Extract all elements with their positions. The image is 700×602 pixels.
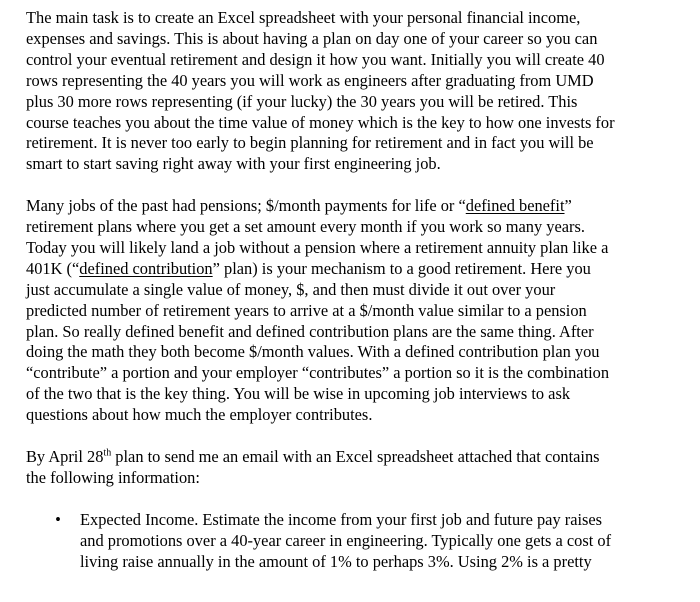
defined-contribution-term: defined contribution xyxy=(79,258,213,278)
text-segment: 401K (“ xyxy=(26,258,80,278)
paragraph-deadline xyxy=(26,447,686,489)
text-line: Expected Income. Estimate the income from your first job and future pay raises xyxy=(80,509,603,529)
text-line: Today you will likely land a job without a pension where a retirement annuity plan like a xyxy=(26,237,609,257)
text-line: retirement. It is never too early to begin planning for retirement and in fact you will be xyxy=(26,133,594,153)
text-line: the following information: xyxy=(26,467,200,487)
paragraph-pensions xyxy=(26,196,686,426)
text-line: rows representing the 40 years you will work as engineers after graduating from UMD xyxy=(26,70,594,90)
text-line xyxy=(26,259,686,280)
text-line: retirement plans where you get a set amount every month if you work so many years. xyxy=(26,217,585,237)
text-segment: ” xyxy=(564,196,572,216)
bullet-icon: • xyxy=(55,509,61,529)
text-line: of the two that is the key thing. You will be wise in upcoming job interviews to ask xyxy=(26,384,571,404)
text-line: living raise annually in the amount of 1% to perhaps 3%. Using 2% is a pretty xyxy=(80,551,592,571)
ordinal-suffix: th xyxy=(103,447,112,459)
text-line: plus 30 more rows representing (if your lucky) the 30 years you will be retired. This xyxy=(26,91,578,111)
document-page xyxy=(26,8,686,572)
text-segment: Many jobs of the past had pensions; $/month payments for life or “ xyxy=(26,196,466,216)
text-line xyxy=(26,447,686,468)
bullet-expected-income xyxy=(26,510,686,573)
text-segment: By April 28 xyxy=(26,447,104,466)
text-segment: ” plan) is your mechanism to a good retirement. Here you xyxy=(212,258,591,278)
defined-benefit-term: defined benefit xyxy=(465,196,565,216)
text-line: The main task is to create an Excel spreadsheet with your personal financial income, xyxy=(26,8,581,27)
text-line: doing the math they both become $/month values. With a defined contribution plan you xyxy=(26,342,600,362)
text-line: control your eventual retirement and design it how you want. Initially you will create 40 xyxy=(26,49,605,69)
text-line: expenses and savings. This is about having a plan on day one of your career so you can xyxy=(26,28,598,48)
text-line xyxy=(26,196,686,217)
text-line: course teaches you about the time value of money which is the key to how one invests for xyxy=(26,112,615,132)
text-line: and promotions over a 40-year career in engineering. Typically one gets a cost of xyxy=(80,530,612,550)
paragraph-main-task xyxy=(26,8,686,175)
text-segment: plan to send me an email with an Excel spreadsheet attached that contains xyxy=(111,447,600,466)
text-line: questions about how much the employer contributes. xyxy=(26,405,373,425)
text-line: just accumulate a single value of money, $, and then must divide it out over your xyxy=(26,279,556,299)
text-line: plan. So really defined benefit and defined contribution plans are the same thing. After xyxy=(26,321,594,341)
text-line: smart to start saving right away with your first engineering job. xyxy=(26,154,441,174)
text-line: predicted number of retirement years to arrive at a $/month value similar to a pension xyxy=(26,300,587,320)
text-line: “contribute” a portion and your employer “contributes” a portion so it is the combination xyxy=(26,363,610,383)
